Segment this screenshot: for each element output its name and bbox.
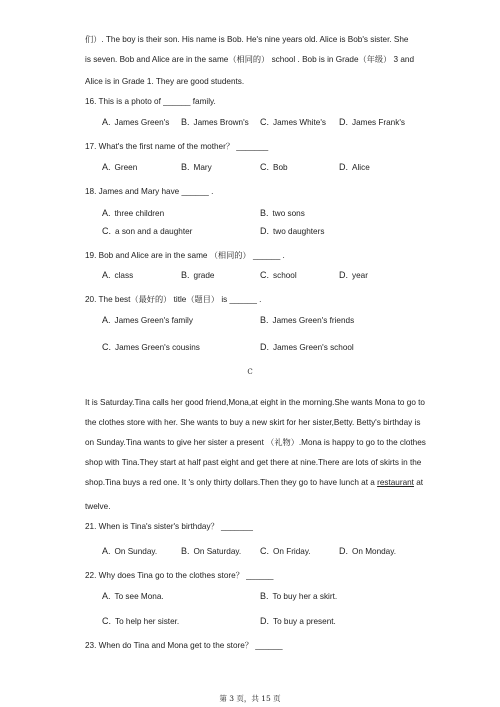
- q17-option-d[interactable]: [339, 162, 370, 173]
- option-label: D.: [339, 270, 348, 280]
- option-label: A.: [102, 162, 111, 172]
- question-21: [85, 522, 253, 532]
- option-text: James Green's: [114, 118, 170, 127]
- option-text: To buy a present.: [273, 617, 336, 626]
- option-text: James Green's friends: [272, 316, 355, 325]
- option-text: On Friday.: [273, 547, 311, 556]
- option-text: James Frank's: [352, 118, 405, 127]
- option-label: C.: [102, 226, 111, 236]
- question-number: 21.: [85, 522, 97, 531]
- passage-line-1: It is Saturday.Tina calls her good friend,Mona,at eight in the morning.She wants Mona to go to: [85, 398, 425, 407]
- q19-option-c[interactable]: [260, 270, 297, 281]
- option-label: A.: [102, 270, 111, 280]
- option-label: B.: [260, 591, 269, 601]
- q19-option-b[interactable]: [181, 270, 214, 281]
- option-label: B.: [181, 162, 190, 172]
- option-label: C.: [260, 162, 269, 172]
- q18-option-c[interactable]: [102, 226, 192, 237]
- option-label: B.: [181, 270, 190, 280]
- option-label: A.: [102, 315, 111, 325]
- option-text: On Saturday.: [193, 547, 242, 556]
- passage-line-3: on Sunday.Tina wants to give her sister a present （礼物）.Mona is happy to go to the clothes: [85, 438, 426, 447]
- option-text: Green: [114, 163, 138, 172]
- option-text: To buy her a skirt.: [272, 592, 338, 601]
- q16-option-b[interactable]: [181, 117, 249, 128]
- option-label: A.: [102, 117, 111, 127]
- underlined-word: restaurant: [377, 478, 414, 487]
- q22-option-c[interactable]: [102, 616, 179, 627]
- option-text: Mary: [193, 163, 212, 172]
- q22-option-d[interactable]: [260, 616, 336, 627]
- option-label: B.: [260, 315, 269, 325]
- passage-text: at: [413, 478, 424, 487]
- passage-line-2: the clothes store with her. She wants to buy a new skirt for her sister,Betty. Betty's birthday is: [85, 418, 421, 427]
- option-text: To help her sister.: [115, 617, 180, 626]
- question-22: [85, 571, 273, 581]
- q21-option-d[interactable]: [339, 546, 396, 557]
- question-17: [85, 142, 268, 152]
- q16-option-d[interactable]: [339, 117, 405, 128]
- question-text: When do Tina and Mona get to the store？ ______: [98, 641, 283, 650]
- option-text: two sons: [272, 209, 305, 218]
- option-text: Bob: [273, 163, 288, 172]
- intro-line-1: 们）. The boy is their son. His name is Bob. He's nine years old. Alice is Bob's sister. She: [85, 35, 409, 44]
- intro-line-2: is seven. Bob and Alice are in the same（相同的） school . Bob is in Grade（年级） 3 and: [85, 55, 415, 64]
- option-text: two daughters: [273, 227, 325, 236]
- question-20: [85, 295, 261, 305]
- passage-line-5: [85, 478, 423, 488]
- option-text: Alice: [352, 163, 370, 172]
- q18-option-d[interactable]: [260, 226, 324, 237]
- question-number: 23.: [85, 641, 97, 650]
- intro-line-3: Alice is in Grade 1. They are good students.: [85, 77, 245, 86]
- question-23: [85, 641, 283, 651]
- question-16: [85, 97, 216, 107]
- question-text: When is Tina's sister's birthday？ _______: [98, 522, 253, 531]
- option-text: school: [273, 271, 297, 280]
- q17-option-c[interactable]: [260, 162, 288, 173]
- q22-option-a[interactable]: [102, 591, 164, 602]
- q22-option-b[interactable]: [260, 591, 337, 602]
- q18-option-a[interactable]: [102, 208, 164, 219]
- section-label: C: [247, 368, 253, 376]
- question-text: This is a photo of ______ family.: [98, 97, 216, 106]
- option-label: A.: [102, 546, 111, 556]
- passage-line-6: twelve.: [85, 502, 111, 511]
- option-label: A.: [102, 208, 111, 218]
- q21-option-a[interactable]: [102, 546, 157, 557]
- option-label: D.: [260, 342, 269, 352]
- option-label: D.: [260, 616, 269, 626]
- option-text: grade: [193, 271, 215, 280]
- question-text: James and Mary have ______ .: [98, 187, 214, 196]
- question-text: Why does Tina go to the clothes store？ ______: [98, 571, 274, 580]
- q19-option-a[interactable]: [102, 270, 133, 281]
- q19-option-d[interactable]: [339, 270, 368, 281]
- question-19: [85, 251, 285, 261]
- q21-option-c[interactable]: [260, 546, 311, 557]
- option-text: James Green's family: [114, 316, 193, 325]
- option-label: D.: [339, 546, 348, 556]
- option-text: To see Mona.: [114, 592, 164, 601]
- page-footer: 第 3 页，共 15 页: [219, 694, 281, 703]
- question-number: 22.: [85, 571, 97, 580]
- option-text: James Brown's: [193, 118, 249, 127]
- q20-option-a[interactable]: [102, 315, 193, 326]
- option-text: a son and a daughter: [115, 227, 193, 236]
- option-label: C.: [260, 270, 269, 280]
- option-label: D.: [339, 162, 348, 172]
- option-text: On Sunday.: [114, 547, 158, 556]
- option-label: C.: [260, 546, 269, 556]
- option-label: D.: [339, 117, 348, 127]
- passage-line-4: shop with Tina.They start at half past eight and get there at nine.There are lots of skirts in the: [85, 458, 422, 467]
- q21-option-b[interactable]: [181, 546, 241, 557]
- option-label: B.: [181, 117, 190, 127]
- q16-option-c[interactable]: [260, 117, 326, 128]
- option-label: C.: [102, 616, 111, 626]
- question-number: 18.: [85, 187, 97, 196]
- option-label: D.: [260, 226, 269, 236]
- option-text: On Monday.: [352, 547, 396, 556]
- option-text: class: [114, 271, 134, 280]
- question-number: 16.: [85, 97, 97, 106]
- question-18: [85, 187, 213, 197]
- option-label: C.: [260, 117, 269, 127]
- passage-text: shop.Tina buys a red one. It 's only thirty dollars.Then they go to have lunch at a: [85, 478, 378, 487]
- option-text: James Green's school: [273, 343, 354, 352]
- option-label: C.: [102, 342, 111, 352]
- option-text: year: [352, 271, 368, 280]
- question-number: 17.: [85, 142, 97, 151]
- q20-option-b[interactable]: [260, 315, 354, 326]
- question-number: 19.: [85, 251, 97, 260]
- question-number: 20.: [85, 295, 97, 304]
- option-label: B.: [181, 546, 190, 556]
- q18-option-b[interactable]: [260, 208, 305, 219]
- option-label: A.: [102, 591, 111, 601]
- q20-option-c[interactable]: [102, 342, 200, 353]
- q20-option-d[interactable]: [260, 342, 354, 353]
- option-text: James Green's cousins: [115, 343, 200, 352]
- option-text: three children: [114, 209, 165, 218]
- question-text: What's the first name of the mother？ _______: [98, 142, 269, 151]
- q17-option-b[interactable]: [181, 162, 212, 173]
- question-text: The best（最好的） title（题目） is ______ .: [98, 295, 262, 304]
- option-text: James White's: [273, 118, 326, 127]
- option-label: B.: [260, 208, 269, 218]
- q16-option-a[interactable]: [102, 117, 169, 128]
- question-text: Bob and Alice are in the same （相同的） ______ .: [98, 251, 285, 260]
- q17-option-a[interactable]: [102, 162, 137, 173]
